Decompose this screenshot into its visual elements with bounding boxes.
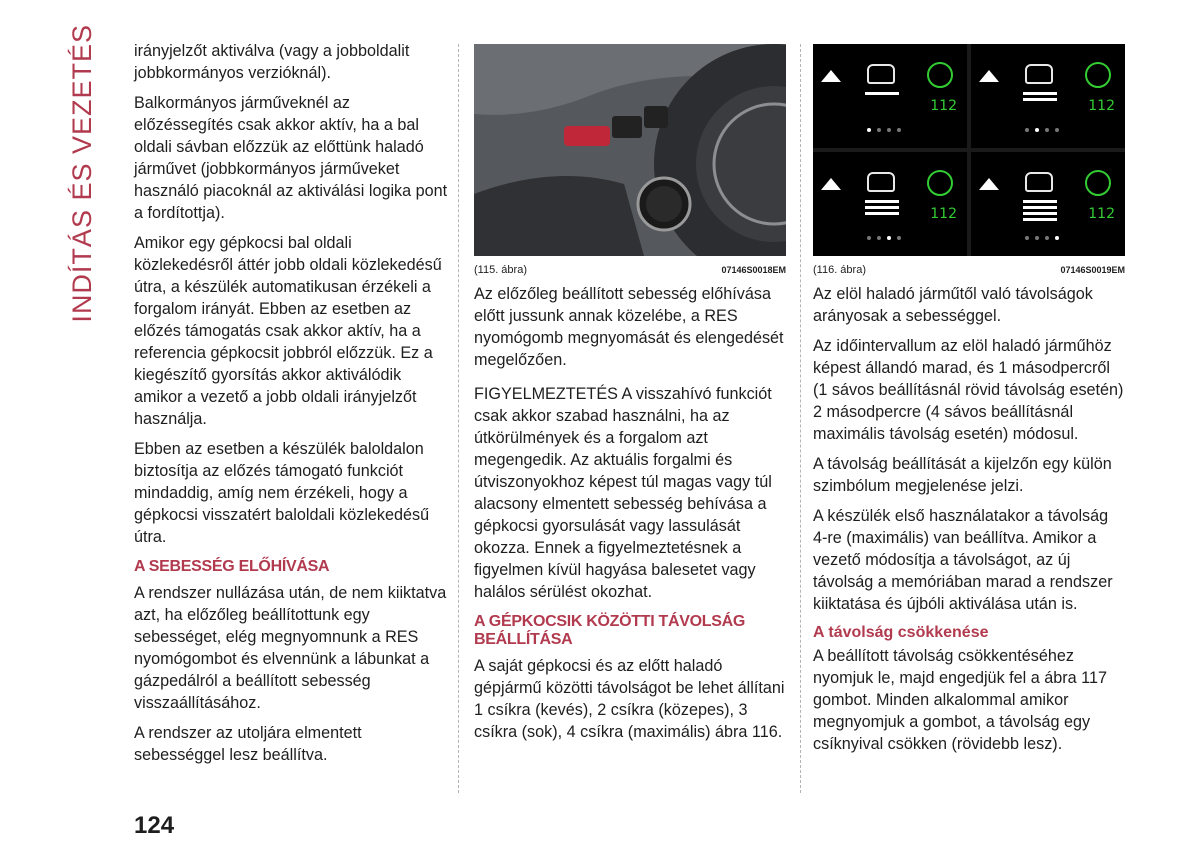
car-icon xyxy=(1025,64,1053,84)
subheading-distance-decrease: A távolság csökkenése xyxy=(813,624,989,641)
set-speed: 112 xyxy=(930,206,957,222)
warning-triangle-icon xyxy=(979,70,999,82)
paragraph: A távolság beállítását a kijelzőn egy külön szimbólum megjelenése jelzi. xyxy=(813,455,1112,495)
set-speed: 112 xyxy=(930,98,957,114)
car-icon xyxy=(1025,172,1053,192)
paragraph: A beállított távolság csökkentéséhez nyomjuk le, majd engedjük fel a ábra 117 gombot. Minden alkalommal amikor megnyomjuk a gombot, a távolság egy csíknyival csökken (rövidebb lesz). xyxy=(813,647,1107,753)
paragraph: irányjelzőt aktiválva (vagy a jobboldalit jobbkormányos verzióknál). xyxy=(134,42,410,82)
page-dots xyxy=(867,236,901,240)
paragraph: Amikor egy gépkocsi bal oldali közlekedésről áttér jobb oldali közlekedésű útra, a készülék automatikusan érzékeli a forgalom irányát. Ebben az esetben az előzés támogatás csak akkor aktív, ha a referencia gépkocsit jobbról előzzük. Ez a kiegészítő gyorsítás akkor aktiválódik amikor a vezető a jobb oldali irányjelzőt használja. xyxy=(134,234,442,428)
steering-wheel-illustration xyxy=(474,44,786,256)
display-panel-3-bars xyxy=(813,152,967,256)
figure-caption xyxy=(474,263,786,277)
column-left xyxy=(134,40,448,774)
section-heading-distance-setting: A GÉPKOCSIK KÖZÖTTI TÁVOLSÁG BEÁLLÍTÁSA xyxy=(474,613,746,648)
figure-code: 07146S0019EM xyxy=(1060,265,1125,275)
car-icon xyxy=(867,172,895,192)
display-panel-4-bars xyxy=(971,152,1125,256)
figure-distance-display-panels xyxy=(813,44,1125,256)
figure-caption xyxy=(813,263,1125,277)
warning-triangle-icon xyxy=(821,70,841,82)
chapter-side-title xyxy=(58,23,106,323)
display-panel-2-bars xyxy=(971,44,1125,148)
acc-green-icon xyxy=(1085,62,1111,88)
set-speed: 112 xyxy=(1088,98,1115,114)
paragraph: Az előzőleg beállított sebesség előhívása előtt jussunk annak közelébe, a RES nyomógomb megnyomását és elengedését megelőzően. xyxy=(474,285,784,369)
paragraph: Ebben az esetben a készülék baloldalon biztosítja az előzés támogató funkciót mindaddig, amíg nem érzékeli, hogy a gépkocsi visszatért baloldali közlekedésű útra. xyxy=(134,440,430,546)
warning-triangle-icon xyxy=(821,178,841,190)
paragraph: Az időintervallum az elöl haladó járműhöz képest állandó marad, és 1 másodpercről (1 sávos beállításnál rövid távolság esetén) 2 másodpercre (4 sávos beállításnál maximális távolság esetén) módosul. xyxy=(813,337,1124,443)
distance-bars xyxy=(1023,92,1057,104)
page-dots xyxy=(1025,236,1059,240)
figure-number: (115. ábra) xyxy=(474,264,527,276)
page-dots xyxy=(1025,128,1059,132)
acc-green-icon xyxy=(1085,170,1111,196)
display-panel-1-bar xyxy=(813,44,967,148)
column-right xyxy=(813,283,1125,763)
page-dots xyxy=(867,128,901,132)
figure-code: 07146S0018EM xyxy=(721,265,786,275)
paragraph: A saját gépkocsi és az előtt haladó gépjármű közötti távolságot be lehet állítani 1 csíkra (kevés), 2 csíkra (közepes), 3 csíkra (sok), 4 csíkra (maximális) ábra 116. xyxy=(474,657,785,741)
set-speed: 112 xyxy=(1088,206,1115,222)
distance-bars xyxy=(865,92,899,98)
figure-steering-wheel-res-button xyxy=(474,44,786,256)
acc-green-icon xyxy=(927,170,953,196)
paragraph: A rendszer az utoljára elmentett sebességgel lesz beállítva. xyxy=(134,724,362,764)
res-button-icon xyxy=(564,126,610,146)
paragraph: Balkormányos járműveknél az előzéssegítés csak akkor aktív, ha a bal oldali sávban előzzük az előttünk haladó járművet (jobbkormányos járműveket használó piacoknál az aktiválási logika pont a fordítottja). xyxy=(134,94,448,222)
column-middle xyxy=(474,283,786,751)
page-number: 124 xyxy=(134,812,175,839)
column-divider xyxy=(800,44,801,793)
warning-triangle-icon xyxy=(979,178,999,190)
car-icon xyxy=(867,64,895,84)
paragraph: A készülék első használatakor a távolság 4-re (maximális) van beállítva. Amikor a vezető módosítja a távolságot, az új távolság a memóriában marad a rendszer kiiktatása és újbóli aktiválása után is. xyxy=(813,507,1113,613)
distance-bars xyxy=(1023,200,1057,224)
section-heading-speed-recall: A SEBESSÉG ELŐHÍVÁSA xyxy=(134,558,330,575)
distance-bars xyxy=(865,200,899,218)
warning-paragraph: FIGYELMEZTETÉS A visszahívó funkciót csak akkor szabad használni, ha az útkörülmények és a forgalom azt megengedik. Az aktuális forgalmi és útviszonyokhoz képest túl magas vagy túl alacsony elmentett sebesség behívása a gépkocsi gyorsulását vagy lassulását okozza. Ennek a figyelmeztetésnek a figyelmen kívül hagyása balesetet vagy halálos sérülést okozhat. xyxy=(474,385,772,601)
chapter-title-text: INDÍTÁS ÉS VEZETÉS xyxy=(66,23,97,323)
acc-green-icon xyxy=(927,62,953,88)
figure-number: (116. ábra) xyxy=(813,264,866,276)
paragraph: Az elöl haladó járműtől való távolságok arányosak a sebességgel. xyxy=(813,285,1093,325)
column-divider xyxy=(458,44,459,793)
paragraph: A rendszer nullázása után, de nem kiiktatva azt, ha előzőleg beállítottunk egy sebességet, elég megnyomnunk a RES nyomógombot és elvennünk a lábunkat a gázpedálról a beállított sebesség visszaállításához. xyxy=(134,584,447,712)
